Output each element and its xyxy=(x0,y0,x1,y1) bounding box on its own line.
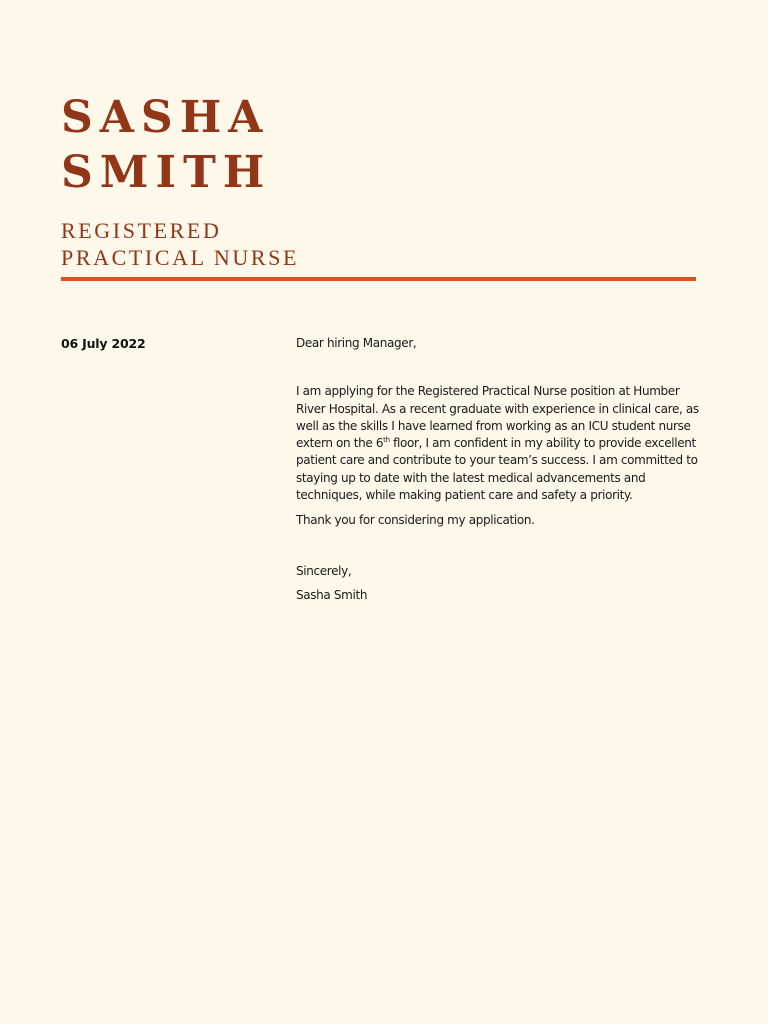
header-divider xyxy=(61,277,696,281)
letter-body xyxy=(296,335,708,605)
body-text-part-1: I am applying for the Registered Practical Nurse position at Humber River Hospital. As a recent graduate with experience in clinical care, as well as the skills I have learned from working as an ICU student nurse extern on the 6 xyxy=(296,384,699,451)
letter-date: 06 July 2022 xyxy=(61,336,146,351)
signature: Sasha Smith xyxy=(296,588,368,603)
job-title-line-1: REGISTERED xyxy=(61,218,222,243)
ordinal-suffix: th xyxy=(383,436,390,445)
first-name: SASHA xyxy=(61,92,270,143)
closing: Sincerely, xyxy=(296,563,352,578)
body-text-part-2: floor, I am confident in my ability to provide excellent patient care and contribute to your team’s success. I am committed to staying up to date with the latest medical advancements and techniques, while making patient care and safety a priority. xyxy=(296,436,698,503)
salutation: Dear hiring Manager, xyxy=(296,336,417,350)
applicant-name xyxy=(61,90,271,200)
job-title-line-2: PRACTICAL NURSE xyxy=(61,245,300,270)
job-title xyxy=(61,217,299,271)
thanks-line: Thank you for considering my application. xyxy=(296,513,535,528)
body-paragraph xyxy=(296,383,708,504)
last-name: SMITH xyxy=(61,147,272,198)
